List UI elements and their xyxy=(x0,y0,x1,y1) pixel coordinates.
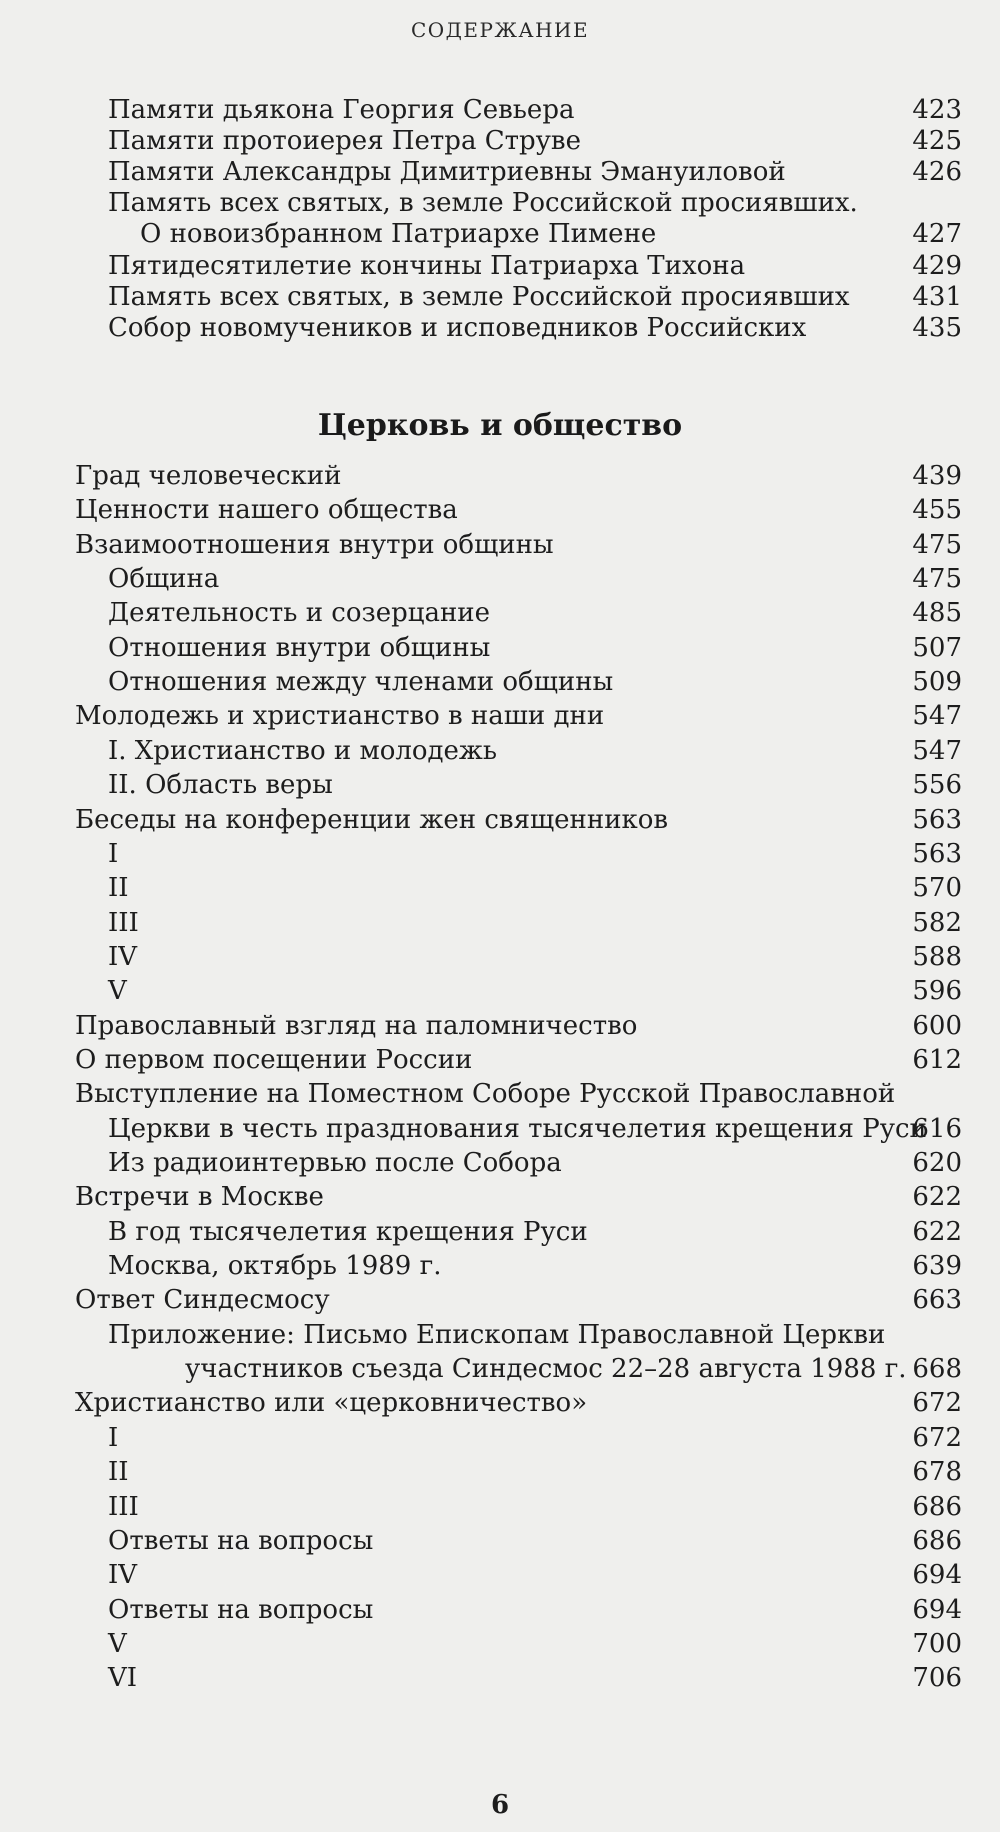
toc-entry-title: участников съезда Синдесмос 22–28 августа 1988 г. xyxy=(185,1354,907,1385)
toc-entry-page: 425 xyxy=(912,126,962,157)
running-head: СОДЕРЖАНИЕ xyxy=(410,18,590,42)
toc-entry-page: 622 xyxy=(912,1216,962,1247)
toc-entry-title: Ценности нашего общества xyxy=(75,495,458,526)
toc-entry-page: 485 xyxy=(912,598,962,629)
toc-entry-page: 475 xyxy=(912,564,962,595)
toc-entry xyxy=(0,630,1000,666)
toc-entry xyxy=(0,1385,1000,1421)
toc-entry-title: Память всех святых, в земле Российской просиявших. xyxy=(108,188,858,219)
toc-entry-title: Собор новомучеников и исповедников Российских xyxy=(108,312,807,343)
toc-entry-page: 588 xyxy=(912,941,962,972)
toc-entry-page: 427 xyxy=(912,219,962,250)
toc-entry-page: 426 xyxy=(912,157,962,188)
toc-entry-title: Церкви в честь празднования тысячелетия крещения Руси xyxy=(108,1113,927,1144)
toc-entry xyxy=(0,561,1000,597)
toc-entry-title: Ответы на вопросы xyxy=(108,1594,374,1625)
toc-entry-title: Выступление на Поместном Соборе Русской Православной xyxy=(75,1079,896,1110)
toc-entry-title: Молодежь и христианство в наши дни xyxy=(75,701,605,732)
toc-entry-page: 672 xyxy=(912,1422,962,1453)
toc-entry-title: Деятельность и созерцание xyxy=(108,598,491,629)
toc-entry-title: О первом посещении России xyxy=(75,1044,473,1075)
toc-entry-title: I xyxy=(108,838,119,869)
toc-entry-title: IV xyxy=(108,941,138,972)
toc-entry-page: 547 xyxy=(912,701,962,732)
toc-entry-title: Община xyxy=(108,564,220,595)
toc-entry xyxy=(0,1626,1000,1662)
toc-entry-page: 672 xyxy=(912,1388,962,1419)
toc-entry-page: 686 xyxy=(912,1525,962,1556)
toc-entry-page: 706 xyxy=(912,1663,962,1694)
toc-entry-page: 570 xyxy=(912,873,962,904)
toc-entry xyxy=(0,905,1000,941)
toc-entry-page: 616 xyxy=(912,1113,962,1144)
toc-entry-page: 423 xyxy=(912,95,962,125)
toc-entry-title: Памяти Александры Димитриевны Эмануиловой xyxy=(108,157,786,188)
toc-entry-page: 431 xyxy=(912,281,962,312)
toc-entry xyxy=(0,1008,1000,1044)
toc-entry-title: I. Христианство и молодежь xyxy=(108,735,497,766)
toc-entry-title: Приложение: Письмо Епископам Православной Церкви xyxy=(108,1319,886,1350)
toc-entry-page: 556 xyxy=(912,770,962,801)
toc-entry-title: Отношения между членами общины xyxy=(108,667,614,698)
toc-entry-page: 668 xyxy=(912,1354,962,1385)
toc-entry-title: Москва, октябрь 1989 г. xyxy=(108,1251,442,1282)
toc-entry xyxy=(0,492,1000,528)
toc-entry-page: 507 xyxy=(912,632,962,663)
toc-entry xyxy=(0,973,1000,1009)
toc-entry-page: 582 xyxy=(912,907,962,938)
toc-entry-title: Памяти дьякона Георгия Севьера xyxy=(108,95,575,125)
toc-entry-title: II xyxy=(108,873,129,904)
toc-entry-title: Град человеческий xyxy=(75,461,342,491)
toc-entry xyxy=(0,1420,1000,1456)
toc-entry-title: Из радиоинтервью после Собора xyxy=(108,1148,562,1178)
toc-entry-title: Беседы на конференции жен священников xyxy=(75,804,669,835)
toc-entry-title: II xyxy=(108,1457,129,1488)
toc-entry xyxy=(0,836,1000,872)
toc-entry xyxy=(0,939,1000,975)
toc-entry xyxy=(0,870,1000,906)
toc-entry xyxy=(0,458,1000,494)
toc-entry-page: 694 xyxy=(912,1594,962,1625)
toc-entry xyxy=(0,767,1000,803)
toc-entry-page: 509 xyxy=(912,667,962,698)
toc-entry-page: 612 xyxy=(912,1044,962,1075)
toc-entry-page: 596 xyxy=(912,976,962,1007)
toc-entry xyxy=(0,310,1000,346)
toc-entry-title: Православный взгляд на паломничество xyxy=(75,1010,638,1041)
toc-entry-page: 600 xyxy=(912,1010,962,1041)
toc-entry-title: Ответы на вопросы xyxy=(108,1525,374,1556)
toc-entry-page: 694 xyxy=(912,1560,962,1591)
toc-entry-title: V xyxy=(108,1628,127,1659)
toc-entry-title: В год тысячелетия крещения Руси xyxy=(108,1216,588,1247)
toc-entry-title: Памяти протоиерея Петра Струве xyxy=(108,126,581,157)
section-title: Церковь и общество xyxy=(317,408,683,443)
toc-entry xyxy=(0,1351,1000,1387)
toc-entry xyxy=(0,595,1000,631)
toc-entry xyxy=(0,664,1000,700)
toc-entry-title: VI xyxy=(108,1663,138,1694)
toc-entry-page: 455 xyxy=(912,495,962,526)
toc-entry xyxy=(0,1179,1000,1215)
toc-entry-page: 475 xyxy=(912,529,962,560)
toc-entry-page: 547 xyxy=(912,735,962,766)
toc-entry-page: 678 xyxy=(912,1457,962,1488)
toc-entry-page: 686 xyxy=(912,1491,962,1522)
toc-entry xyxy=(0,1489,1000,1525)
toc-entry xyxy=(0,1557,1000,1593)
toc-entry xyxy=(0,1454,1000,1490)
toc-entry-title: III xyxy=(108,907,139,938)
toc-entry xyxy=(0,527,1000,563)
toc-entry xyxy=(0,698,1000,734)
toc-entry-title: Ответ Синдесмосу xyxy=(75,1285,330,1316)
toc-entry-title: Пятидесятилетие кончины Патриарха Тихона xyxy=(108,250,746,281)
toc-entry-title: Христианство или «церковничество» xyxy=(75,1388,588,1419)
toc-entry-title: Взаимоотношения внутри общины xyxy=(75,529,554,560)
toc-entry xyxy=(0,802,1000,838)
toc-entry-title: V xyxy=(108,976,127,1007)
toc-entry-page: 639 xyxy=(912,1251,962,1282)
toc-entry xyxy=(0,1145,1000,1181)
toc-entry-title: III xyxy=(108,1491,139,1522)
toc-entry-page: 435 xyxy=(912,312,962,343)
toc-entry-page: 439 xyxy=(912,461,962,491)
toc-entry xyxy=(0,733,1000,769)
toc-entry xyxy=(0,1592,1000,1628)
toc-entry-page: 429 xyxy=(912,250,962,281)
toc-entry-title: Память всех святых, в земле Российской просиявших xyxy=(108,281,850,312)
toc-entry xyxy=(0,1523,1000,1559)
toc-entry-title: Отношения внутри общины xyxy=(108,632,491,663)
toc-entry-page: 700 xyxy=(912,1628,962,1659)
toc-entry-page: 663 xyxy=(912,1285,962,1316)
toc-entry-title: IV xyxy=(108,1560,138,1591)
toc-entry-title: О новоизбранном Патриархе Пимене xyxy=(140,219,657,250)
toc-entry-title: II. Область веры xyxy=(108,770,333,801)
page-number: 6 xyxy=(490,1790,510,1820)
toc-entry-title: I xyxy=(108,1422,119,1453)
toc-entry xyxy=(0,1042,1000,1078)
toc-entry-page: 622 xyxy=(912,1182,962,1213)
toc-entry xyxy=(0,1282,1000,1318)
toc-entry-page: 563 xyxy=(912,838,962,869)
toc-entry xyxy=(0,1248,1000,1284)
toc-entry xyxy=(0,1076,1000,1112)
toc-entry-page: 620 xyxy=(912,1148,962,1178)
toc-entry xyxy=(0,1214,1000,1250)
toc-entry xyxy=(0,1317,1000,1353)
toc-entry-title: Встречи в Москве xyxy=(75,1182,324,1213)
toc-entry xyxy=(0,1660,1000,1696)
toc-entry-page: 563 xyxy=(912,804,962,835)
toc-entry xyxy=(0,1111,1000,1147)
